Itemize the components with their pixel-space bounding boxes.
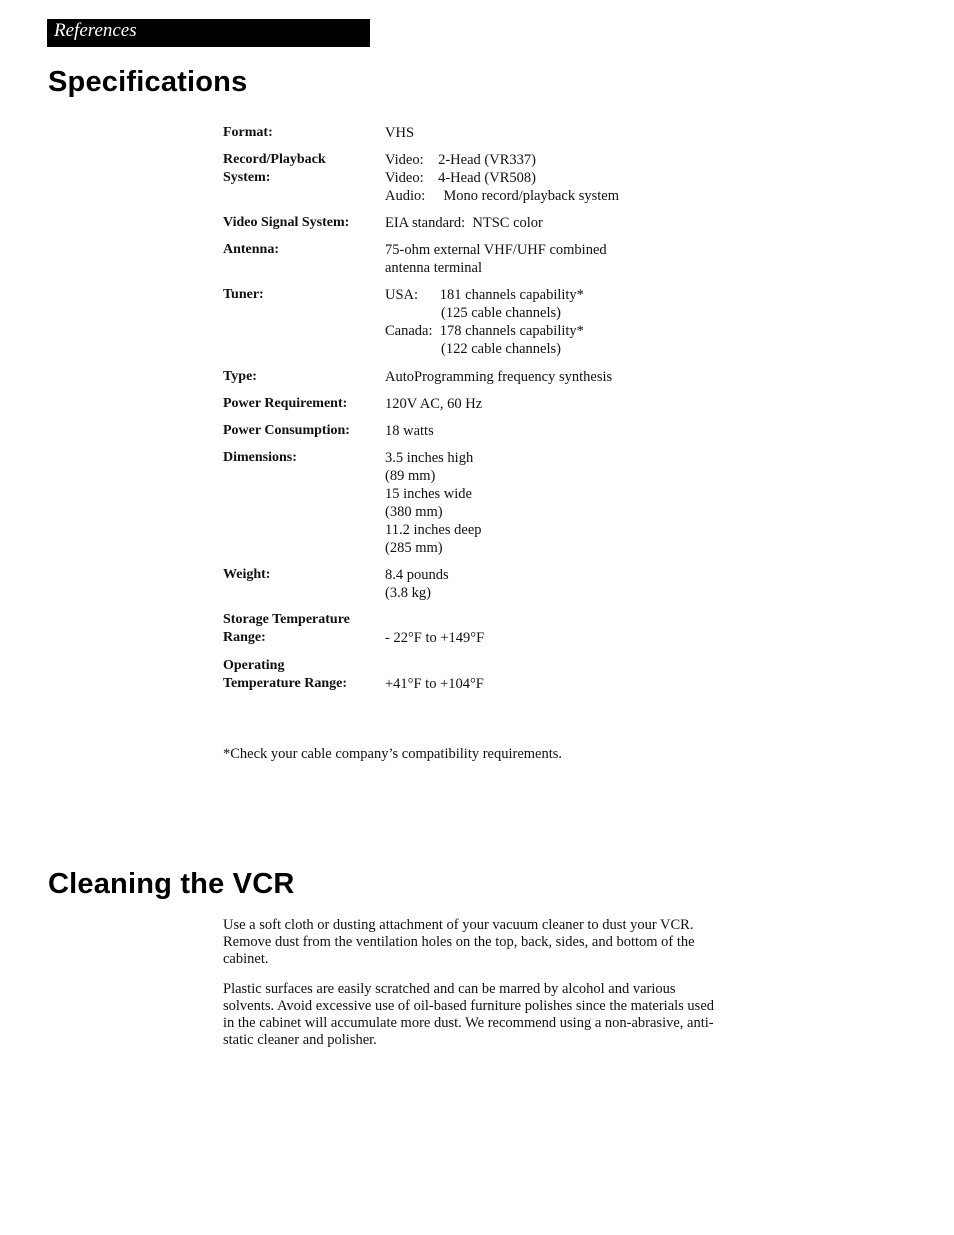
spec-label: Power Requirement: [223, 396, 348, 411]
spec-label: Tuner: [223, 287, 264, 302]
cleaning-paragraph: Plastic surfaces are easily scratched and can be marred by alcohol and various solvents. Avoid excessive use of oil-based furniture polishes since the materials used in the cabinet will accumulate more dust. We recommend using a non-abrasive, anti-static cleaner and polisher. [223, 981, 715, 1048]
spec-value: USA: 181 channels capability* [385, 287, 584, 303]
spec-label: Weight: [223, 567, 271, 582]
spec-value: 75-ohm external VHF/UHF combined [385, 242, 607, 258]
spec-label: Temperature Range: [223, 676, 348, 691]
spec-value: antenna terminal [385, 260, 483, 276]
spec-value: VHS [385, 125, 415, 141]
specifications-title: Specifications [48, 66, 248, 98]
spec-value: (3.8 kg) [385, 585, 431, 601]
spec-label: Power Consumption: [223, 423, 350, 438]
spec-label: Storage Temperature [223, 612, 350, 627]
spec-value: Video: 4-Head (VR508) [385, 170, 536, 186]
spec-value: Canada: 178 channels capability* [385, 323, 584, 339]
spec-value: 18 watts [385, 423, 434, 439]
spec-value: +41°F to +104°F [385, 676, 484, 692]
section-header-bar [47, 19, 370, 47]
spec-label: Antenna: [223, 242, 280, 257]
spec-label: Range: [223, 630, 266, 645]
spec-value: 8.4 pounds [385, 567, 449, 583]
spec-value: (285 mm) [385, 540, 443, 556]
spec-value: (125 cable channels) [441, 305, 561, 321]
spec-label: Type: [223, 369, 257, 384]
spec-label: Video Signal System: [223, 215, 350, 230]
spec-value: 11.2 inches deep [385, 522, 482, 538]
spec-value: Audio: Mono record/playback system [385, 188, 619, 204]
spec-value: Video: 2-Head (VR337) [385, 152, 536, 168]
spec-value: 120V AC, 60 Hz [385, 396, 483, 412]
spec-value: 15 inches wide [385, 486, 472, 502]
spec-footnote: *Check your cable company’s compatibility requirements. [223, 746, 563, 762]
spec-value: (89 mm) [385, 468, 436, 484]
spec-value: 3.5 inches high [385, 450, 474, 466]
section-header-label: References [54, 20, 137, 41]
spec-value: EIA standard: NTSC color [385, 215, 543, 231]
spec-value: AutoProgramming frequency synthesis [385, 369, 613, 385]
spec-value: (380 mm) [385, 504, 443, 520]
spec-label: Record/Playback [223, 152, 326, 167]
spec-label: Format: [223, 125, 273, 140]
spec-value: (122 cable channels) [441, 341, 561, 357]
spec-label: Dimensions: [223, 450, 297, 465]
spec-value: - 22°F to +149°F [385, 630, 485, 646]
cleaning-title: Cleaning the VCR [48, 868, 295, 900]
spec-label: Operating [223, 658, 285, 673]
spec-label: System: [223, 170, 271, 185]
cleaning-paragraph: Use a soft cloth or dusting attachment of your vacuum cleaner to dust your VCR. Remove dust from the ventilation holes on the top, back, sides, and bottom of the cabinet. [223, 917, 695, 967]
